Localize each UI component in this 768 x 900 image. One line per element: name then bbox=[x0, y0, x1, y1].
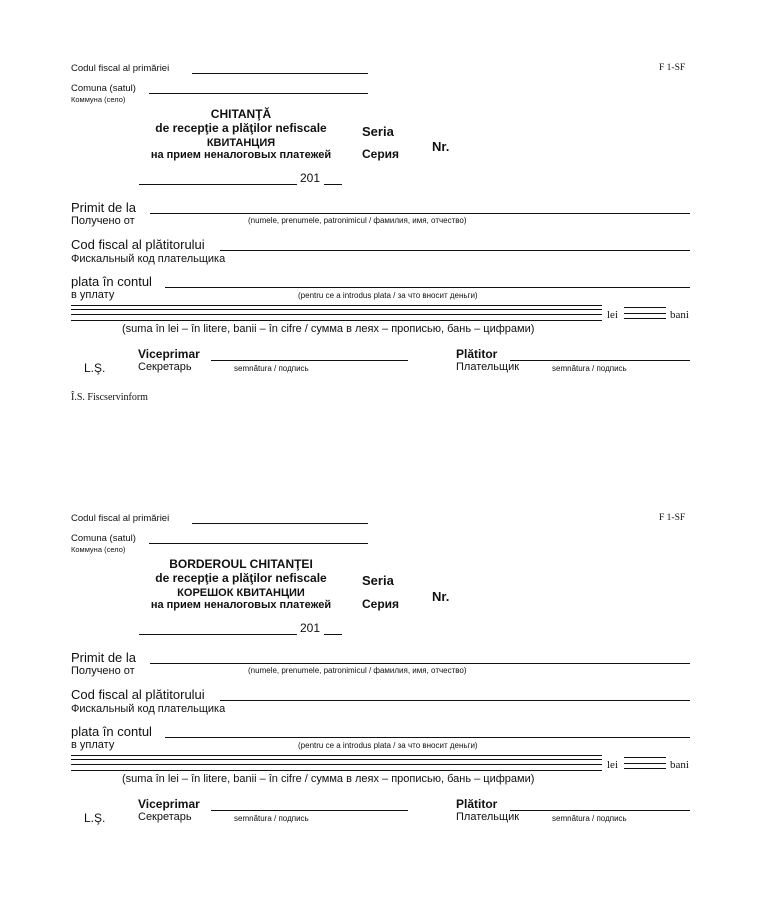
vice-mayor-label: Viceprimar bbox=[138, 797, 200, 811]
year-prefix: 201 bbox=[300, 621, 321, 635]
payer-signature-field[interactable] bbox=[510, 360, 690, 361]
date-field[interactable] bbox=[139, 184, 297, 185]
payer-code-label-ru: Фискальный код плательщика bbox=[71, 703, 226, 715]
stamp-label: L.Ş. bbox=[84, 361, 106, 375]
commune-label-ru: Коммуна (село) bbox=[71, 545, 126, 554]
payer-label-ru: Плательщик bbox=[456, 811, 520, 823]
series-label-ru: Серия bbox=[362, 147, 400, 161]
document-title bbox=[131, 107, 351, 161]
fiscal-code-label: Codul fiscal al primăriei bbox=[71, 63, 170, 74]
receipt-form bbox=[0, 0, 768, 403]
lei-label: lei bbox=[607, 759, 618, 771]
title-sub-ru: на прием неналоговых платежей bbox=[150, 599, 332, 611]
payer-signature-field[interactable] bbox=[510, 810, 690, 811]
payment-hint: (pentru ce a introdus plata / за что вносит деньги) bbox=[298, 291, 478, 300]
bani-amount-line bbox=[624, 318, 666, 319]
vice-mayor-signature-field[interactable] bbox=[211, 810, 408, 811]
payment-hint: (pentru ce a introdus plata / за что вносит деньги) bbox=[298, 741, 478, 750]
series-label-ru: Серия bbox=[362, 597, 400, 611]
document-title bbox=[131, 557, 351, 611]
amount-words-line bbox=[71, 320, 602, 321]
signature-hint-payer: semnătura / подпись bbox=[552, 364, 627, 373]
bani-label: bani bbox=[670, 759, 689, 771]
amount-words-line bbox=[71, 770, 602, 771]
name-hint: (numele, prenumele, patronimicul / фамилия, имя, отчество) bbox=[248, 666, 467, 675]
payer-label-ru: Плательщик bbox=[456, 361, 520, 373]
stub-form bbox=[0, 450, 768, 850]
lei-label: lei bbox=[607, 309, 618, 321]
fiscal-code-field[interactable] bbox=[192, 523, 368, 524]
amount-words-field[interactable] bbox=[71, 755, 602, 765]
payment-for-label: plata în contul bbox=[71, 724, 152, 739]
bani-amount-field[interactable] bbox=[624, 757, 666, 764]
year-field[interactable] bbox=[324, 184, 342, 185]
commune-label: Comuna (satul) bbox=[71, 533, 136, 544]
received-from-label: Primit de la bbox=[71, 650, 137, 665]
year-field[interactable] bbox=[324, 634, 342, 635]
sum-hint: (suma în lei – în litere, banii – în cifre / сумма в леях – прописью, бань – цифрами) bbox=[122, 773, 535, 785]
fiscal-code-label: Codul fiscal al primăriei bbox=[71, 513, 170, 524]
payment-for-label-ru: в уплату bbox=[71, 289, 115, 301]
payer-code-field[interactable] bbox=[220, 700, 690, 701]
name-hint: (numele, prenumele, patronimicul / фамилия, имя, отчество) bbox=[248, 216, 467, 225]
number-label: Nr. bbox=[432, 139, 450, 154]
commune-label-ru: Коммуна (село) bbox=[71, 95, 126, 104]
received-from-field[interactable] bbox=[150, 213, 690, 214]
year-prefix: 201 bbox=[300, 171, 321, 185]
payer-code-label: Cod fiscal al plătitorului bbox=[71, 687, 205, 702]
signature-hint-vice: semnătura / подпись bbox=[234, 814, 309, 823]
sum-hint: (suma în lei – în litere, banii – în cifre / сумма в леях – прописью, бань – цифрами) bbox=[122, 323, 535, 335]
signature-hint-payer: semnătura / подпись bbox=[552, 814, 627, 823]
secretary-label-ru: Секретарь bbox=[138, 361, 192, 373]
received-from-label-ru: Получено от bbox=[71, 215, 135, 227]
form-code: F 1-SF bbox=[659, 63, 686, 73]
form-code: F 1-SF bbox=[659, 513, 686, 523]
title-sub: de recepţie a plăţilor nefiscale bbox=[155, 121, 327, 135]
title-main: CHITANŢĂ bbox=[210, 107, 272, 121]
payer-label: Plătitor bbox=[456, 797, 498, 811]
received-from-label-ru: Получено от bbox=[71, 665, 135, 677]
date-field[interactable] bbox=[139, 634, 297, 635]
title-sub: de recepţie a plăţilor nefiscale bbox=[155, 571, 327, 585]
payer-code-field[interactable] bbox=[220, 250, 690, 251]
secretary-label-ru: Секретарь bbox=[138, 811, 192, 823]
title-main: BORDEROUL CHITANŢEI bbox=[169, 557, 313, 571]
payer-code-label-ru: Фискальный код плательщика bbox=[71, 253, 226, 265]
payment-for-field[interactable] bbox=[165, 287, 690, 288]
series-label: Seria bbox=[362, 573, 394, 588]
bani-amount-line bbox=[624, 768, 666, 769]
payment-for-label-ru: в уплату bbox=[71, 739, 115, 751]
vice-mayor-signature-field[interactable] bbox=[211, 360, 408, 361]
payment-for-label: plata în contul bbox=[71, 274, 152, 289]
commune-label: Comuna (satul) bbox=[71, 83, 136, 94]
title-main-ru: КВИТАНЦИЯ bbox=[206, 137, 276, 149]
title-sub-ru: на прием неналоговых платежей bbox=[150, 149, 332, 161]
received-from-field[interactable] bbox=[150, 663, 690, 664]
vice-mayor-label: Viceprimar bbox=[138, 347, 200, 361]
fiscal-code-field[interactable] bbox=[192, 73, 368, 74]
amount-words-field[interactable] bbox=[71, 305, 602, 315]
bani-amount-field[interactable] bbox=[624, 307, 666, 314]
payer-code-label: Cod fiscal al plătitorului bbox=[71, 237, 205, 252]
bani-label: bani bbox=[670, 309, 689, 321]
signature-hint-vice: semnătura / подпись bbox=[234, 364, 309, 373]
payer-label: Plătitor bbox=[456, 347, 498, 361]
printer-imprint: Î.S. Fiscservinform bbox=[71, 392, 148, 403]
received-from-label: Primit de la bbox=[71, 200, 137, 215]
stamp-label: L.Ş. bbox=[84, 811, 106, 825]
number-label: Nr. bbox=[432, 589, 450, 604]
commune-field[interactable] bbox=[149, 543, 368, 544]
title-main-ru: КОРЕШОК КВИТАНЦИИ bbox=[177, 587, 305, 599]
payment-for-field[interactable] bbox=[165, 737, 690, 738]
commune-field[interactable] bbox=[149, 93, 368, 94]
series-label: Seria bbox=[362, 124, 394, 139]
